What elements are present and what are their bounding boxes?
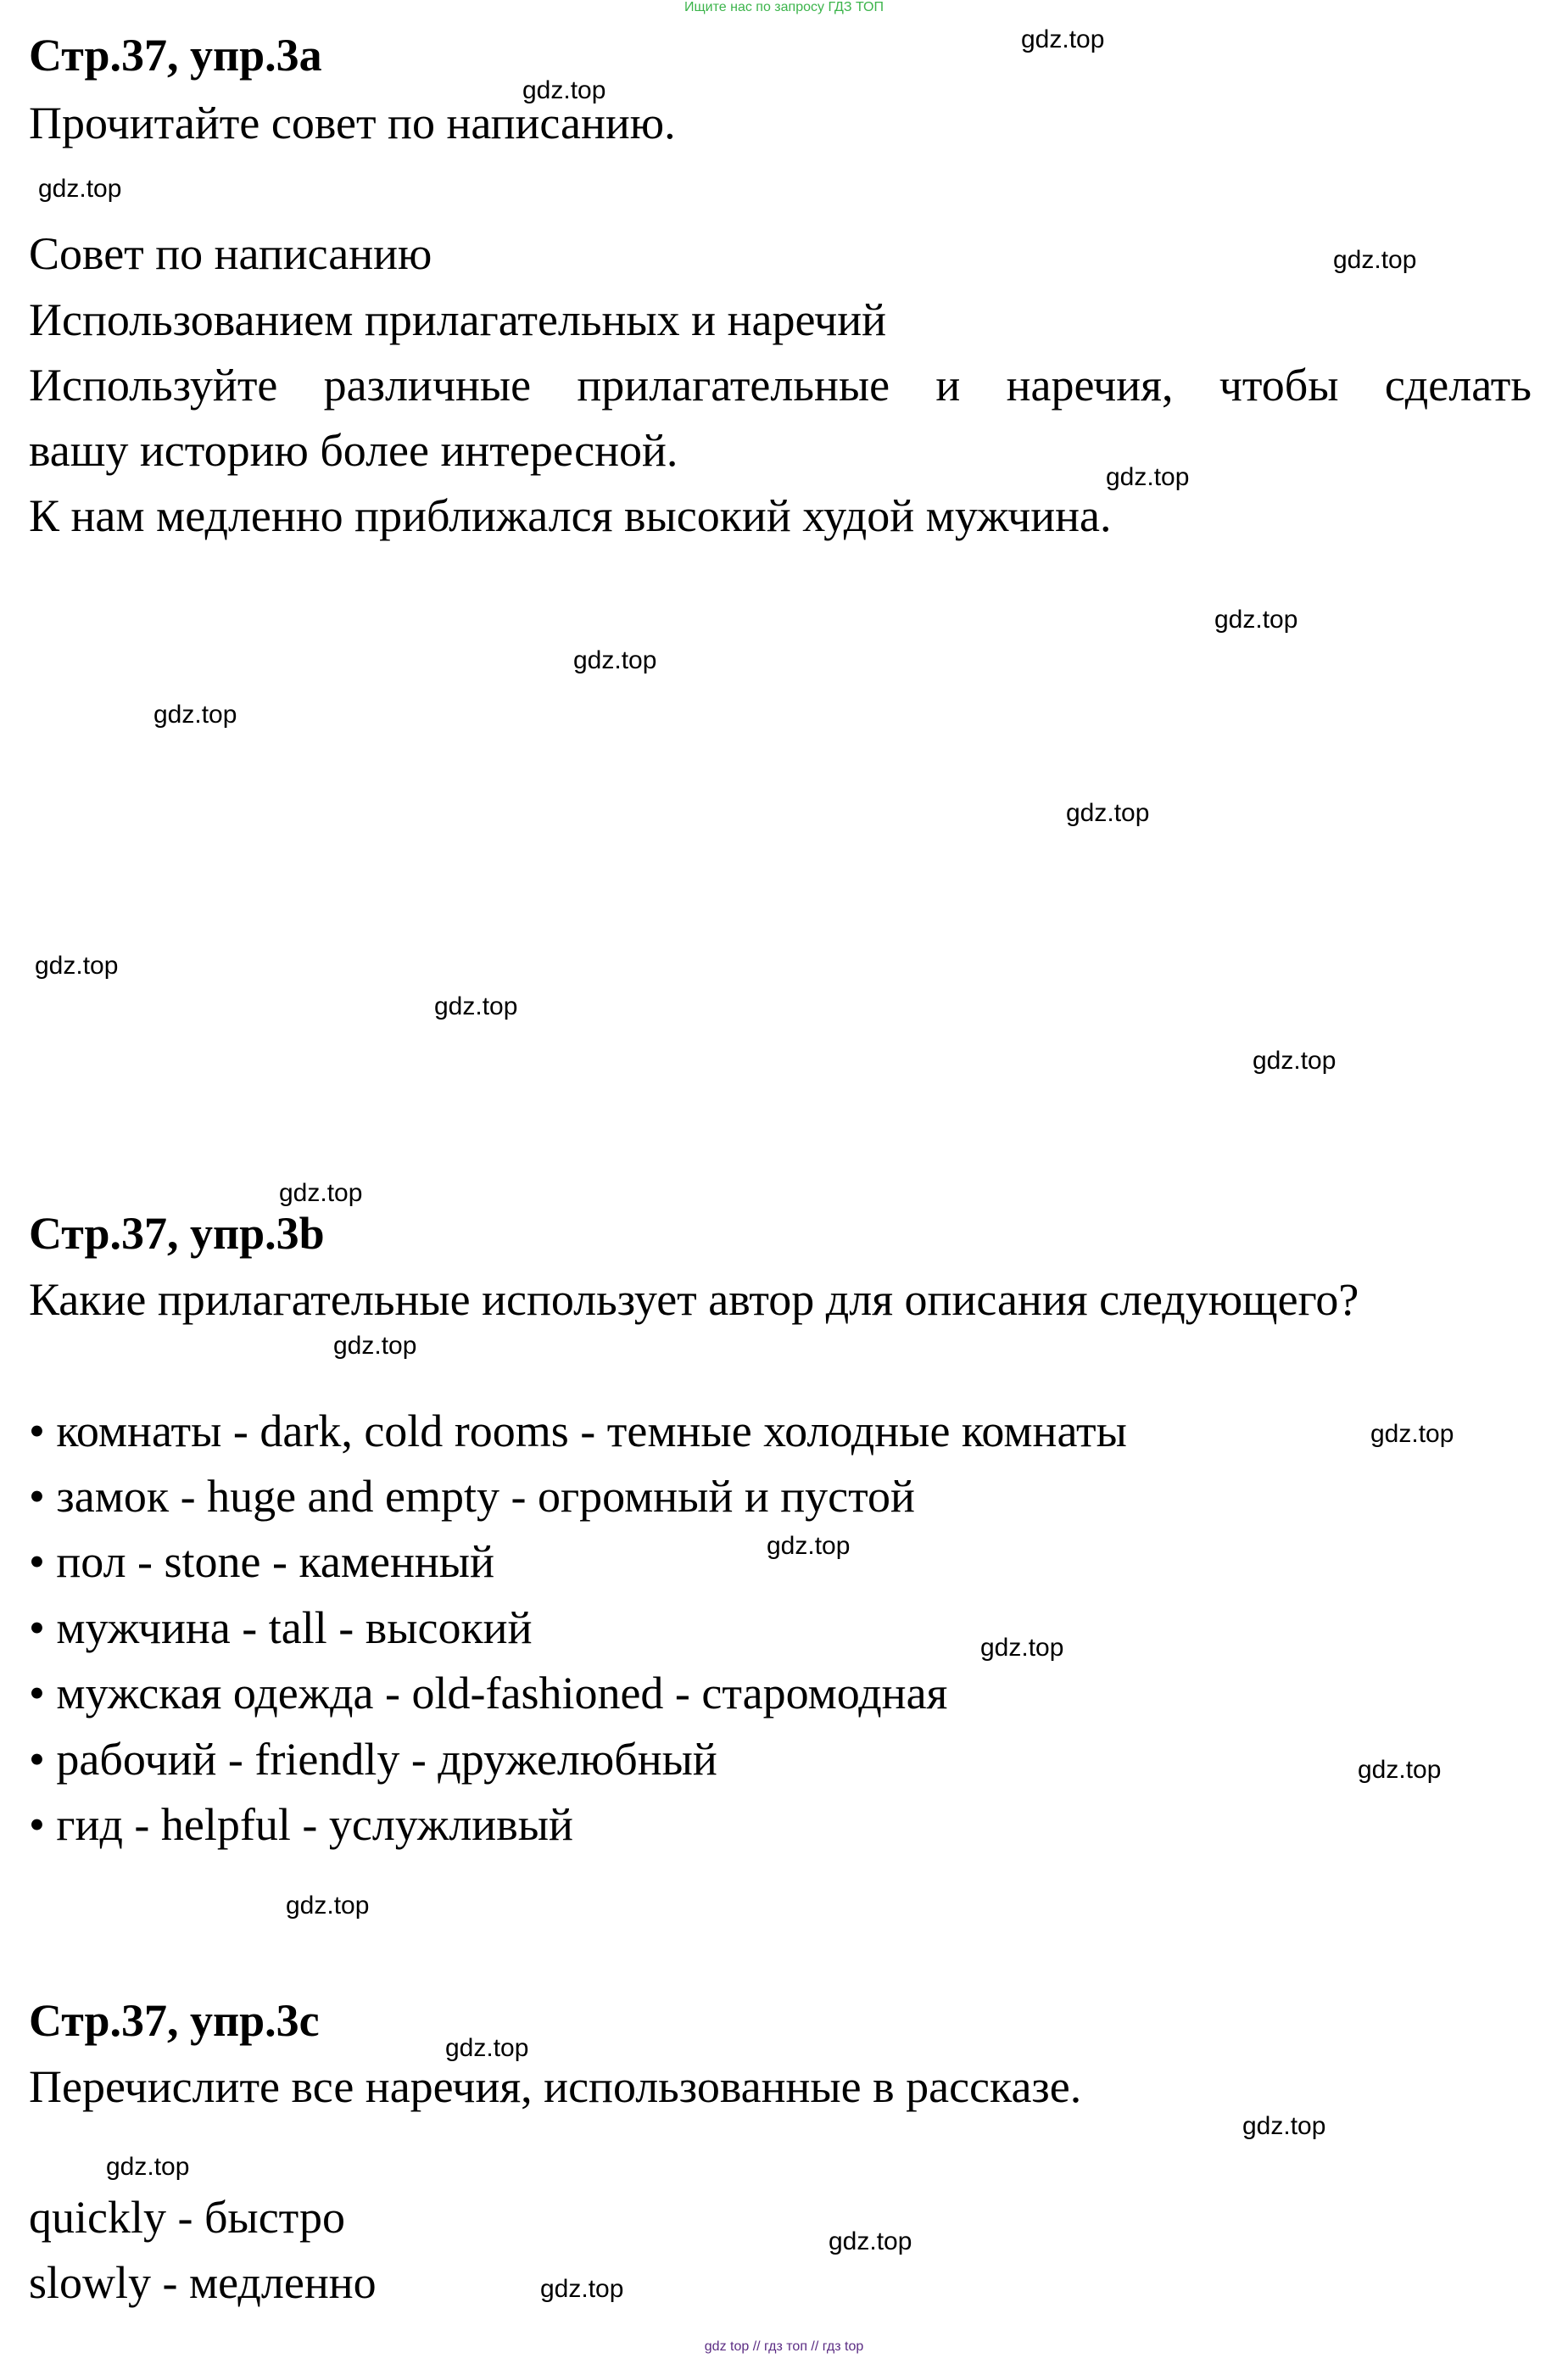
list-item: • мужская одежда - old-fashioned - старомодная: [29, 1668, 948, 1719]
section-a-heading: Стр.37, упр.3a: [29, 30, 322, 81]
watermark: gdz.top: [1106, 463, 1190, 491]
list-item: • пол - stone - каменный: [29, 1536, 494, 1587]
tip-text-line-2: вашу историю более интересной.: [29, 425, 678, 476]
list-item: • замок - huge and empty - огромный и пустой: [29, 1471, 915, 1522]
watermark: gdz.top: [434, 992, 518, 1020]
section-b-instruction: Какие прилагательные использует автор для описания следующего?: [29, 1274, 1359, 1325]
watermark: gdz.top: [333, 1332, 417, 1360]
watermark: gdz.top: [35, 952, 119, 980]
watermark: gdz.top: [1370, 1420, 1454, 1448]
watermark: gdz.top: [767, 1532, 851, 1560]
list-item: • комнаты - dark, cold rooms - темные холодные комнаты: [29, 1406, 1127, 1456]
section-c-heading: Стр.37, упр.3c: [29, 1995, 320, 2046]
watermark: gdz.top: [445, 2034, 529, 2062]
list-item: • рабочий - friendly - дружелюбный: [29, 1734, 717, 1785]
watermark: gdz.top: [829, 2227, 912, 2255]
tip-example: К нам медленно приближался высокий худой мужчина.: [29, 490, 1112, 541]
watermark: gdz.top: [1021, 25, 1105, 53]
tip-text-line-1: Используйте различные прилагательные и наречия, чтобы сделать: [29, 360, 1532, 411]
tip-subtitle: Использованием прилагательных и наречий: [29, 294, 887, 345]
watermark: gdz.top: [1214, 606, 1298, 634]
watermark: gdz.top: [1253, 1047, 1336, 1075]
watermark: gdz.top: [1066, 799, 1150, 827]
list-item: slowly - медленно: [29, 2257, 377, 2308]
watermark: gdz.top: [153, 701, 237, 729]
watermark: gdz.top: [1333, 246, 1417, 274]
list-item: quickly - быстро: [29, 2192, 345, 2243]
section-a-instruction: Прочитайте совет по написанию.: [29, 98, 676, 148]
watermark: gdz.top: [1242, 2112, 1326, 2140]
list-item: • мужчина - tall - высокий: [29, 1602, 533, 1653]
watermark: gdz.top: [286, 1892, 370, 1920]
top-banner: Ищите нас по запросу ГДЗ ТОП: [684, 0, 884, 14]
watermark: gdz.top: [279, 1179, 363, 1207]
section-c-instruction: Перечислите все наречия, использованные в рассказе.: [29, 2061, 1082, 2112]
section-b-heading: Стр.37, упр.3b: [29, 1208, 325, 1259]
list-item: • гид - helpful - услужливый: [29, 1799, 573, 1850]
watermark: gdz.top: [540, 2275, 624, 2303]
bottom-footer: gdz top // гдз топ // гдз top: [704, 2339, 864, 2354]
watermark: gdz.top: [573, 646, 657, 674]
tip-title: Совет по написанию: [29, 228, 432, 279]
watermark: gdz.top: [1358, 1756, 1442, 1784]
watermark: gdz.top: [38, 175, 122, 203]
watermark: gdz.top: [980, 1634, 1064, 1662]
watermark: gdz.top: [522, 76, 606, 104]
watermark: gdz.top: [106, 2153, 190, 2181]
